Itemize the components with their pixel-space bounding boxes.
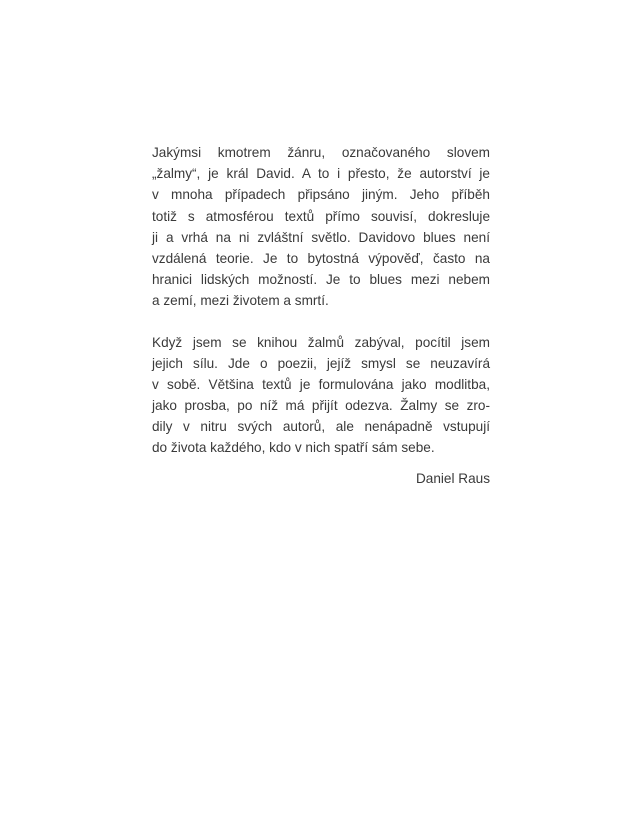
- author-signature: Daniel Raus: [415, 470, 490, 486]
- text-block: [152, 142, 490, 489]
- text-line: jako prosba, po níž má přijít odezva. Žalmy se zro-: [152, 398, 490, 414]
- text-line: do života každého, kdo v nich spatří sám sebe.: [152, 440, 435, 456]
- text-line: v mnoha případech připsáno jiným. Jeho příběh: [152, 187, 490, 203]
- paragraph-2: [152, 332, 490, 459]
- paragraph-1: [152, 142, 490, 312]
- text-line: vzdálená teorie. Je to bytostná výpověď, často na: [152, 250, 490, 266]
- text-line: jejich sílu. Jde o poezii, jejíž smysl se neuzavírá: [152, 355, 490, 371]
- text-line: a zemí, mezi životem a smrtí.: [152, 293, 329, 309]
- paragraph-gap: [152, 312, 490, 332]
- text-line: hranici lidských možností. Je to blues mezi nebem: [152, 272, 490, 288]
- text-line: Jakýmsi kmotrem žánru, označovaného slovem: [152, 145, 490, 160]
- text-line: v sobě. Většina textů je formulována jako modlitba,: [152, 376, 490, 392]
- text-line: totiž s atmosférou textů přímo souvisí, dokresluje: [152, 208, 490, 224]
- text-line: Když jsem se knihou žalmů zabýval, pocítil jsem: [152, 334, 490, 350]
- text-line: dily v nitru svých autorů, ale nenápadně vstupují: [152, 419, 490, 435]
- text-line: ji a vrhá na ni zvláštní světlo. Davidovo blues není: [152, 229, 490, 245]
- text-line: „žalmy“, je král David. A to i přesto, že autorství je: [152, 166, 490, 182]
